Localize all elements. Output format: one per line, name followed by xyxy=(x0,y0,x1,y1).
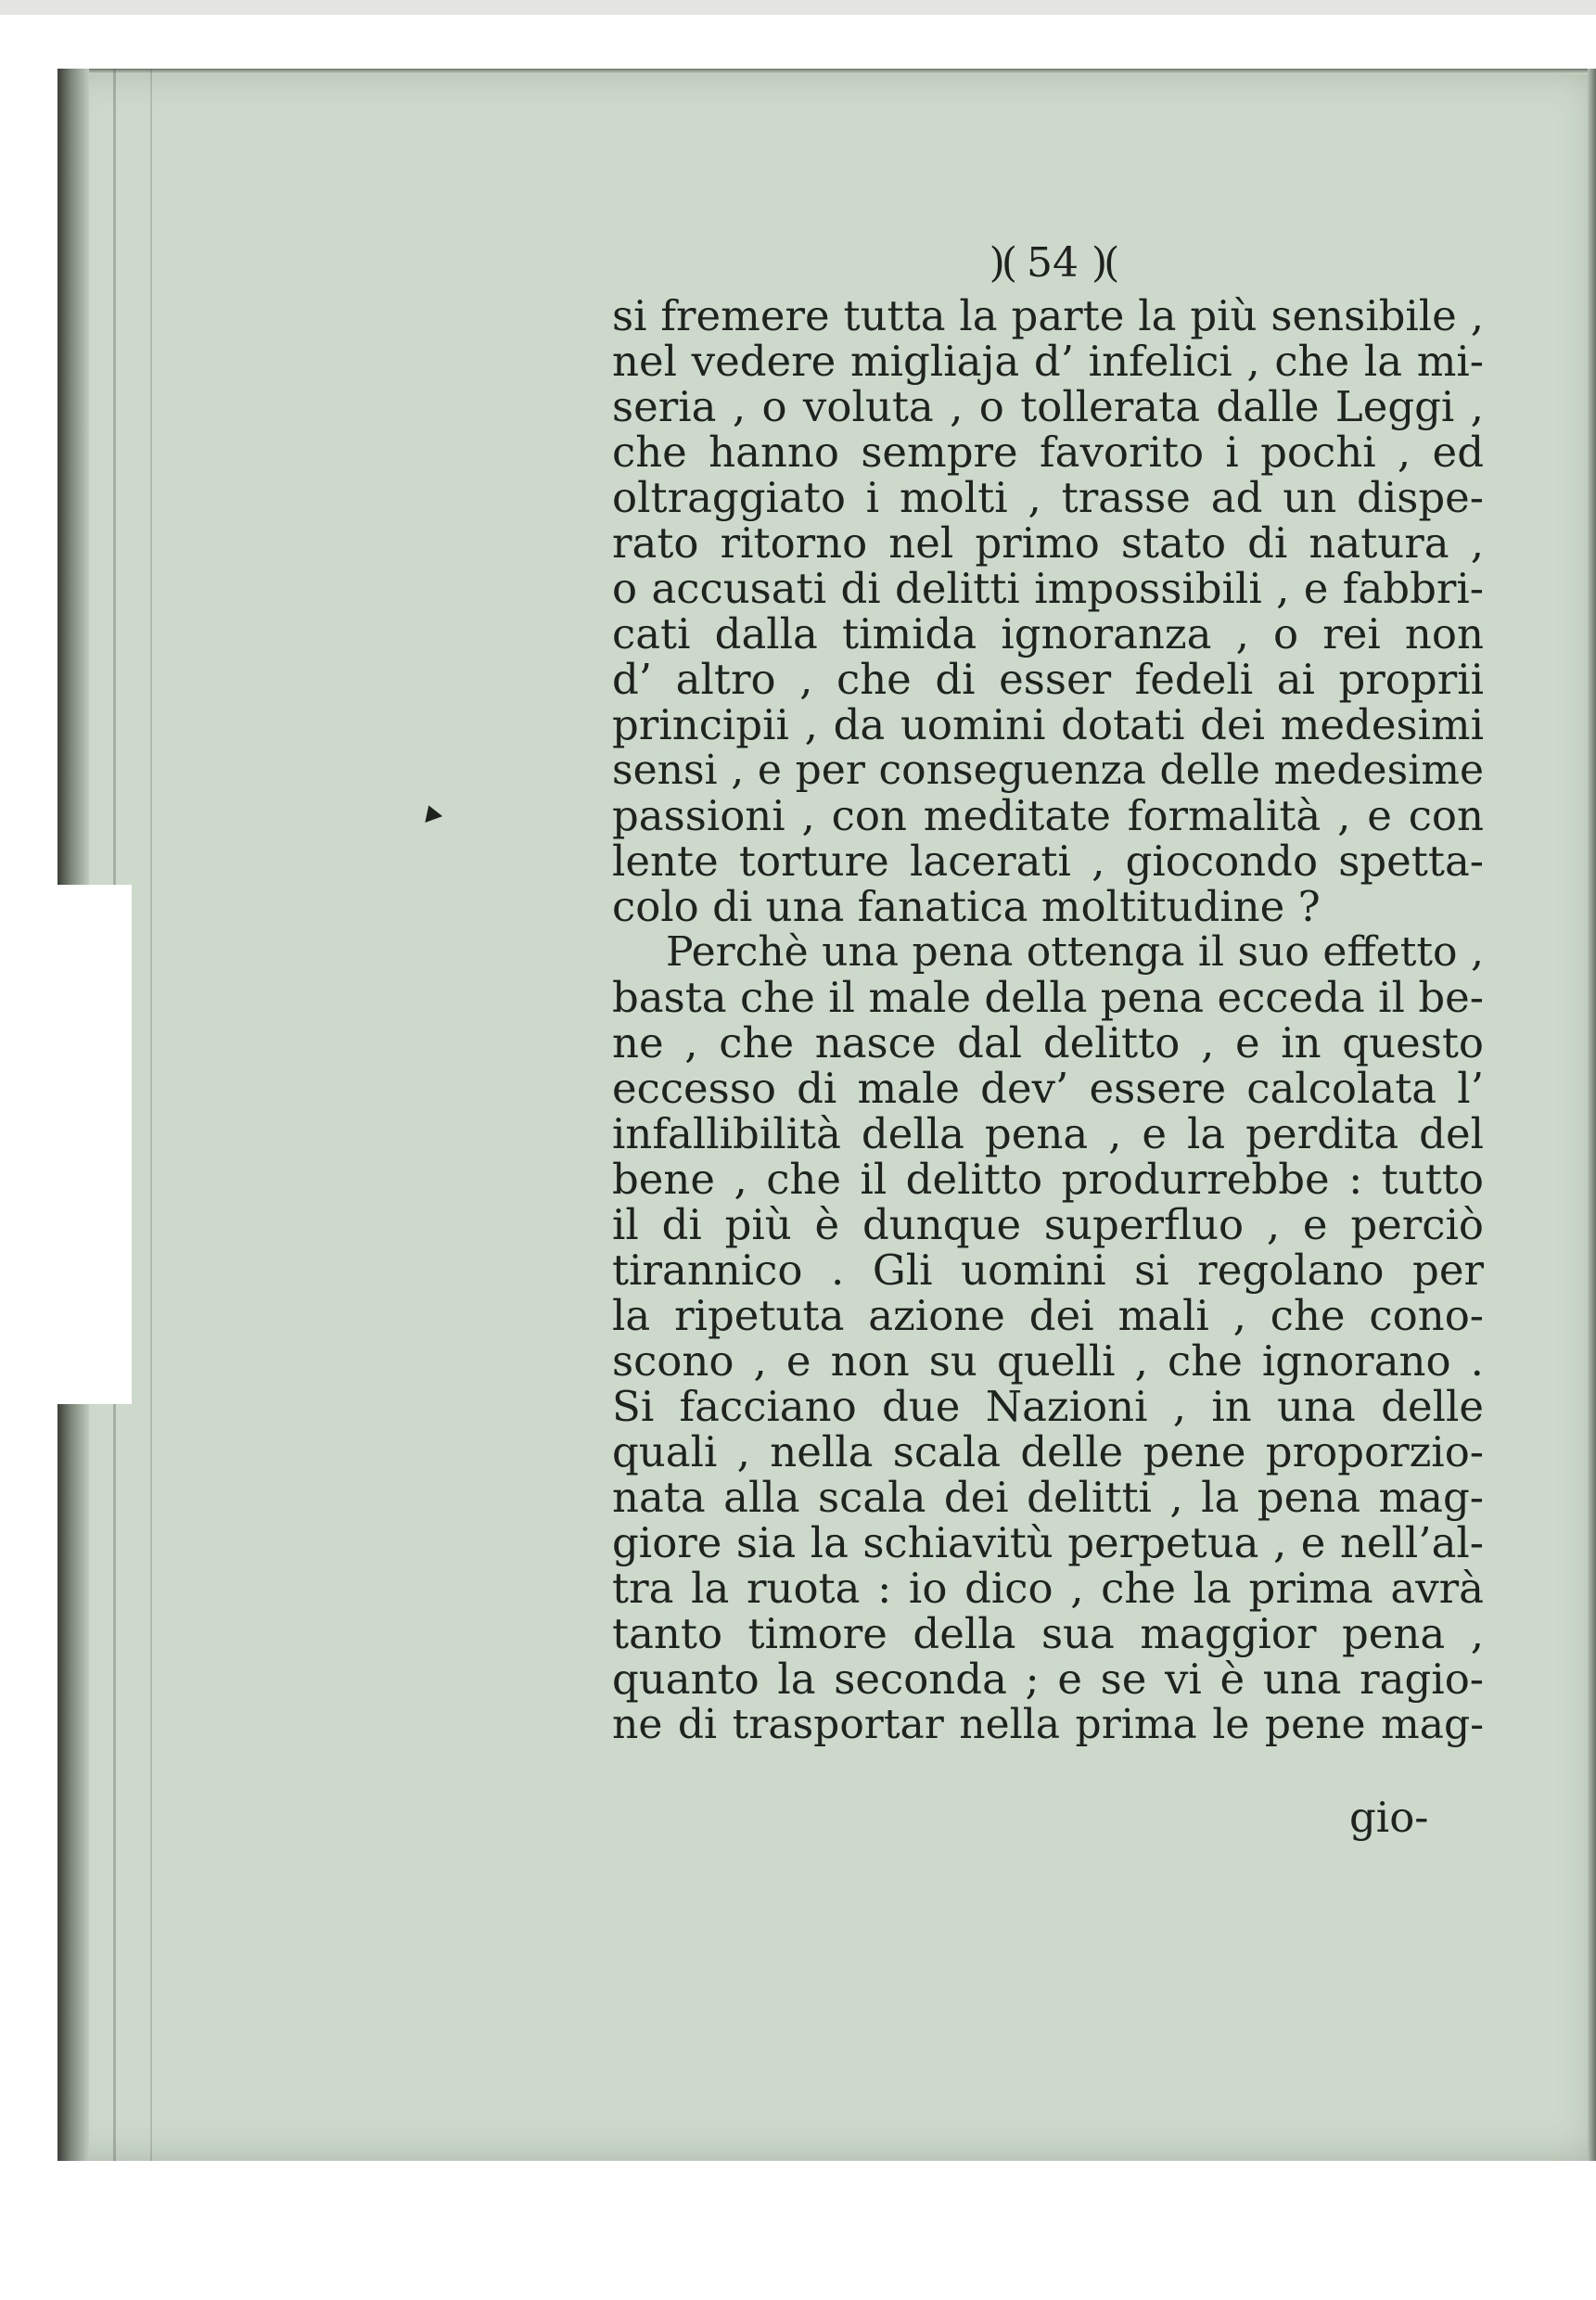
text-line: bene , che il delitto produrrebbe : tutto xyxy=(612,1155,1484,1204)
text-line: quali , nella scala delle pene proporzio- xyxy=(612,1427,1484,1476)
text-line: cati dalla timida ignoranza , o rei non xyxy=(612,609,1484,658)
text-line: ne , che nasce dal delitto , e in questo xyxy=(612,1018,1484,1067)
page-top-edge xyxy=(57,69,1596,74)
header-ornament-right: )( xyxy=(1092,239,1117,287)
text-line: Si facciano due Nazioni , in una delle xyxy=(612,1382,1484,1431)
text-line: basta che il male della pena ecceda il be- xyxy=(612,973,1484,1022)
text-line: eccesso di male dev’ essere calcolata l’ xyxy=(612,1064,1484,1113)
text-line: che hanno sempre favorito i pochi , ed xyxy=(612,428,1484,477)
text-line: nel vedere migliaja d’ infelici , che la mi- xyxy=(612,337,1484,386)
scan-border-bottom xyxy=(0,2161,1596,2300)
text-line: principii , da uomini dotati dei medesimi xyxy=(612,700,1484,749)
text-line: lente torture lacerati , giocondo spetta- xyxy=(612,837,1484,886)
page-header xyxy=(951,236,1155,291)
text-line: si fremere tutta la parte la più sensibile , xyxy=(612,291,1484,340)
text-line: quanto la seconda ; e se vi è una ragio- xyxy=(612,1655,1484,1704)
text-line: o accusati di delitti impossibili , e fabbri- xyxy=(612,564,1484,613)
text-line: colo di una fanatica moltitudine ? xyxy=(612,882,1321,931)
body-text xyxy=(612,293,1484,1747)
text-line: ne di trasportar nella prima le pene mag- xyxy=(612,1701,1484,1748)
catchword: gio- xyxy=(1349,1793,1429,1842)
text-line: passioni , con meditate formalità , e con xyxy=(612,791,1484,840)
text-line: rato ritorno nel primo stato di natura , xyxy=(612,518,1484,568)
text-line: tra la ruota : io dico , che la prima avrà xyxy=(612,1564,1484,1613)
text-line: giore sia la schiavitù perpetua , e nell’al- xyxy=(612,1518,1484,1567)
text-line: seria , o voluta , o tollerata dalle Leggi , xyxy=(612,382,1484,431)
page-number: 54 xyxy=(1027,239,1079,287)
scan-border-top xyxy=(0,0,1596,15)
text-line: nata alla scala dei delitti , la pena mag- xyxy=(612,1473,1484,1522)
text-line: infallibilità della pena , e la perdita del xyxy=(612,1109,1484,1158)
text-line: tanto timore della sua maggior pena , xyxy=(612,1609,1484,1658)
text-line: d’ altro , che di esser fedeli ai proprii xyxy=(612,655,1484,704)
text-line: oltraggiato i molti , trasse ad un dispe- xyxy=(612,473,1484,522)
page-fold-line-2 xyxy=(150,69,152,2161)
text-line: la ripetuta azione dei mali , che cono- xyxy=(612,1291,1484,1340)
text-line: il di più è dunque superfluo , e perciò xyxy=(612,1200,1484,1249)
text-line: sensi , e per conseguenza delle medesime xyxy=(612,747,1484,794)
paragraph-start-line: Perchè una pena ottenga il suo effetto , xyxy=(666,928,1484,976)
margin-blank-patch xyxy=(57,885,132,1404)
page-right-edge xyxy=(1588,69,1596,2161)
text-line: tirannico . Gli uomini si regolano per xyxy=(612,1246,1484,1295)
text-line: scono , e non su quelli , che ignorano . xyxy=(612,1336,1484,1386)
header-ornament-left: )( xyxy=(989,239,1014,287)
